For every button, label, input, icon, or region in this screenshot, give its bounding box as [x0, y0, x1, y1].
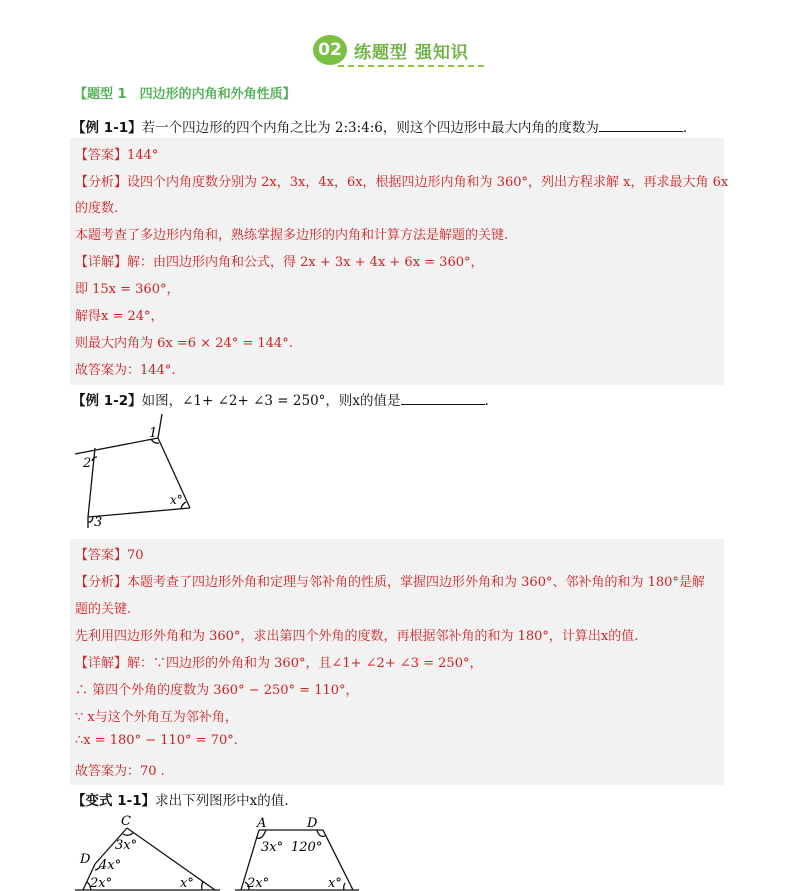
- detail-line: ∴ 第四个外角的度数为 360° − 250° = 110°，: [75, 683, 359, 698]
- analysis-tag: 【分析】: [75, 175, 128, 190]
- angle-a-label: 3x°: [261, 840, 284, 855]
- quadrilateral-exterior-angles-figure: [70, 410, 200, 535]
- detail-line: 即 15x = 360°，: [75, 282, 180, 297]
- detail-line: 故答案为：70 .: [75, 764, 165, 779]
- answer-value: 144°: [127, 148, 159, 163]
- variant-1-1-question: [72, 789, 289, 809]
- question-type-title: 【题型 1 四边形的内角和外角性质】: [74, 87, 296, 102]
- detail-text: 解：由四边形内角和公式，得 2x + 3x + 4x + 6x = 360°，: [127, 255, 484, 270]
- analysis-text: 本题考查了四边形外角和定理与邻补角的性质，掌握四边形外角和为 360°、邻补角的和为 180°是解: [127, 575, 705, 590]
- analysis-line: 的度数.: [75, 201, 119, 216]
- answer-line: [75, 544, 144, 563]
- answer-value: 70: [127, 548, 144, 563]
- angle-1-label: 1: [149, 426, 158, 441]
- analysis-text: 设四个内角度数分别为 2x，3x，4x，6x，根据四边形内角和为 360°，列出方程求解 x，再求最大角 6x: [127, 175, 729, 190]
- detail-tag: 【详解】: [75, 656, 128, 671]
- variant-label: 【变式 1-1】: [72, 793, 156, 809]
- angle-2-label: 2: [83, 456, 92, 471]
- angle-bottom-right-label: x°: [180, 876, 194, 891]
- answer-blank: [401, 392, 485, 405]
- vertex-a-label: A: [257, 816, 267, 831]
- answer-tag: 【答案】: [75, 148, 128, 163]
- question-text: 求出下列图形中x的值.: [155, 793, 289, 809]
- quadrilateral-figure-2: [235, 814, 360, 891]
- detail-line: 解得x = 24°，: [75, 309, 164, 324]
- example-1-2-question: 【例 1-2】如图，∠1+ ∠2+ ∠3 = 250°，则x的值是 .: [72, 393, 489, 409]
- angle-3-label: 3: [94, 515, 103, 530]
- angle-d-label: 120°: [291, 840, 323, 855]
- question-text: 若一个四边形的四个内角之比为 2:3:4:6，则这个四边形中最大内角的度数为: [141, 120, 599, 136]
- angle-bottom-left-label: 2x°: [247, 876, 270, 891]
- analysis-line: [75, 571, 705, 590]
- example-1-1-question: 【例 1-1】若一个四边形的四个内角之比为 2:3:4:6，则这个四边形中最大内角的度数为 .: [72, 120, 688, 136]
- vertex-d-label: D: [80, 852, 91, 867]
- detail-line: ∵ x与这个外角互为邻补角，: [75, 710, 238, 725]
- angle-bottom-left-label: 2x°: [90, 876, 113, 891]
- quadrilateral-figure-1: [75, 812, 220, 891]
- detail-line: ∴x = 180° − 110° = 70°.: [75, 733, 238, 748]
- answer-line: [75, 144, 158, 163]
- angle-x-label: x°: [170, 493, 183, 507]
- example-label: 【例 1-2】: [72, 393, 142, 409]
- vertex-d-label: D: [307, 816, 318, 831]
- vertex-c-label: C: [121, 814, 131, 829]
- example-1-2-solution: [70, 539, 724, 785]
- angle-d-label: 4x°: [99, 858, 122, 873]
- analysis-line: [75, 171, 728, 190]
- answer-blank: [599, 119, 683, 132]
- title-underline: [338, 65, 484, 67]
- detail-line: [75, 652, 482, 671]
- example-label: 【例 1-1】: [72, 120, 142, 136]
- answer-tag: 【答案】: [75, 548, 128, 563]
- angle-bottom-right-label: x°: [328, 876, 342, 891]
- analysis-line: 先利用四边形外角和为 360°，求出第四个外角的度数，再根据邻补角的和为 180°，计算出x的值.: [75, 629, 639, 644]
- question-text: 如图，∠1+ ∠2+ ∠3 = 250°，则x的值是: [141, 393, 401, 409]
- section-number-badge: 02: [313, 35, 347, 65]
- detail-line: 则最大内角为 6x =6 × 24° = 144°.: [75, 336, 293, 351]
- angle-c-label: 3x°: [115, 838, 138, 853]
- analysis-line: 本题考查了多边形内角和，熟练掌握多边形的内角和计算方法是解题的关键.: [75, 228, 509, 243]
- example-1-1-solution: [70, 138, 729, 385]
- analysis-tag: 【分析】: [75, 575, 128, 590]
- analysis-line: 题的关键.: [75, 602, 132, 617]
- detail-line: [75, 251, 484, 270]
- detail-text: 解：∵四边形的外角和为 360°，且∠1+ ∠2+ ∠3 = 250°，: [127, 656, 483, 671]
- section-title: 练题型 强知识: [354, 43, 469, 63]
- detail-tag: 【详解】: [75, 255, 128, 270]
- detail-line: 故答案为：144°.: [75, 363, 176, 378]
